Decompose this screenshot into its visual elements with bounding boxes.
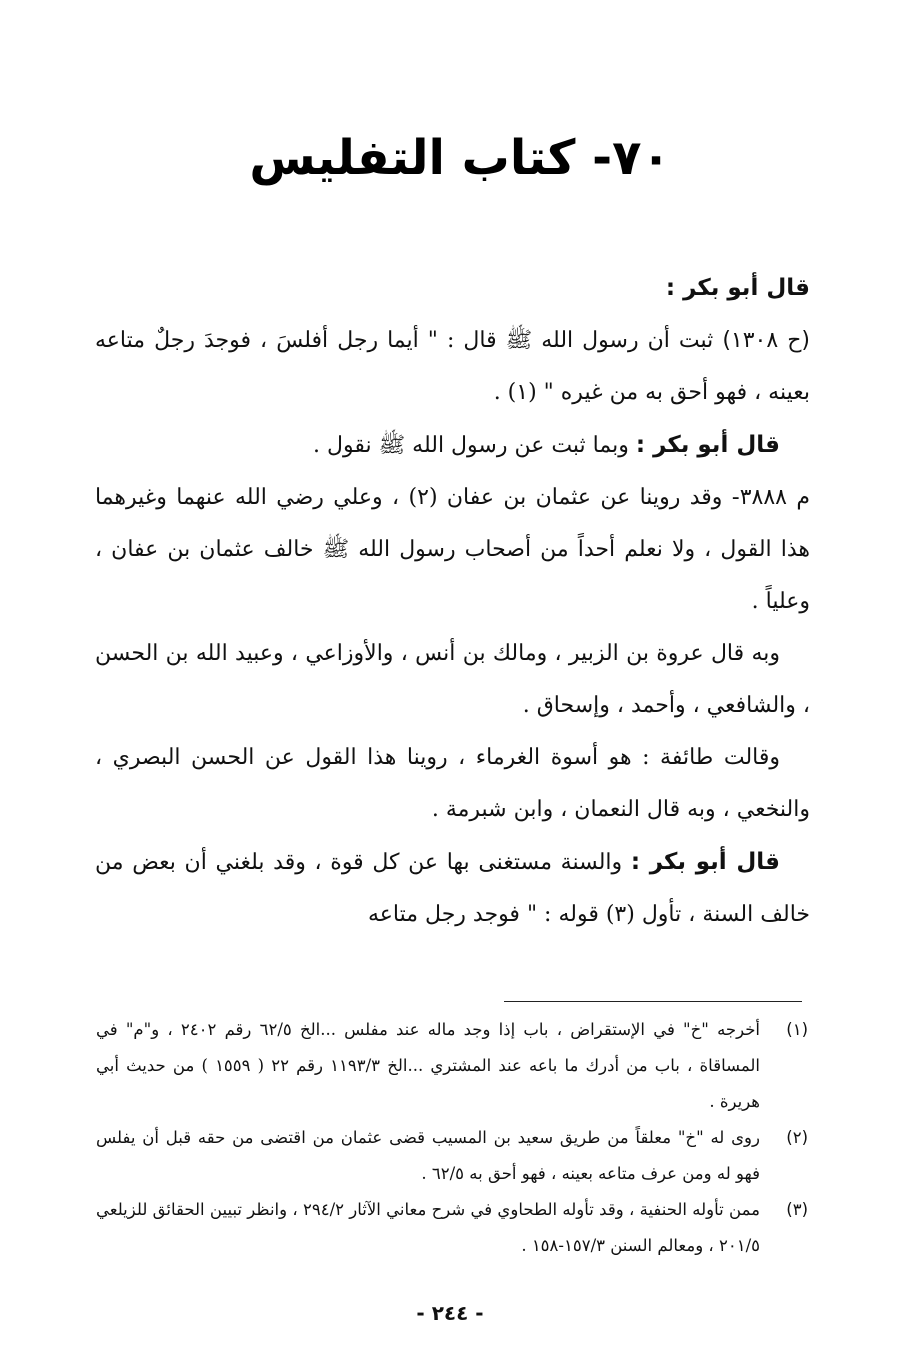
footnote-text: ممن تأوله الحنفية ، وقد تأوله الطحاوي في شرح معاني الآثار ٢٩٤/٢ ، وانظر تبيين الحقائق للزيلعي ٢٠١/٥ ، ومعالم السنن ١٥٧/٣-١٥٨ . (96, 1200, 760, 1255)
issue-paragraph (95, 472, 810, 628)
speaker-label: قال أبو بكر : (665, 275, 810, 301)
footnote-divider (504, 1001, 802, 1002)
paragraph-text: والسنة مستغنى بها عن كل قوة ، وقد بلغني أن بعض من خالف السنة ، تأول (٣) قوله : " فوجد رجل متاعه (95, 850, 810, 927)
footnote-number: (٣) (786, 1200, 808, 1219)
footnote-text: روى له "خ" معلقاً من طريق سعيد بن المسيب قضى عثمان من اقتضى من حقه قبل أن يفلس فهو له ومن عرف متاعه بعينه ، فهو أحق به ٦٢/٥ . (96, 1128, 760, 1183)
paragraph-scholars (95, 628, 810, 732)
footnote-number: (٢) (786, 1128, 808, 1147)
footnote-number: (١) (786, 1020, 808, 1039)
hadith-paragraph (95, 315, 810, 419)
footnote (96, 1012, 808, 1120)
main-text (95, 262, 810, 941)
footnotes (96, 1012, 808, 1264)
footnote-text: أخرجه "خ" في الإستقراض ، باب إذا وجد ماله عند مفلس ...الخ ٦٢/٥ رقم ٢٤٠٢ ، و"م" في المساقاة ، باب من أدرك ما باعه عند المشتري ...الخ ١١٩٣/٣ رقم ٢٢ ( ١٥٥٩ ) من حديث أبي هريرة . (96, 1020, 760, 1111)
paragraph-text: وقالت طائفة : هو أسوة الغرماء ، روينا هذا القول عن الحسن البصري ، والنخعي ، وبه قال النعمان ، وابن شبرمة . (95, 745, 810, 822)
hadith-text: ثبت أن رسول الله ﷺ قال : " أيما رجل أفلسَ ، فوجدَ رجلٌ متاعه بعينه ، فهو أحق به من غيره " (١) . (95, 328, 810, 405)
hadith-ref: (ح ١٣٠٨) (722, 328, 811, 353)
speaker-label: قال أبو بكر : (630, 849, 780, 875)
issue-ref: م ٣٨٨٨- (731, 485, 810, 510)
paragraph-speaker-2 (95, 419, 810, 472)
footnote (96, 1120, 808, 1192)
paragraph-text: وبه قال عروة بن الزبير ، ومالك بن أنس ، والأوزاعي ، وعبيد الله بن الحسن ، والشافعي ، وأحمد ، وإسحاق . (95, 641, 810, 718)
paragraph-speaker-1 (95, 262, 810, 315)
chapter-title: ٧٠- كتاب التفليس (249, 130, 671, 186)
paragraph-other-group (95, 732, 810, 836)
footnote (96, 1192, 808, 1264)
page-number: - ٢٤٤ - (416, 1301, 484, 1325)
paragraph-speaker-3 (95, 836, 810, 941)
issue-text: وقد روينا عن عثمان بن عفان (٢) ، وعلي رضي الله عنهما وغيرهما هذا القول ، ولا نعلم أحداً من أصحاب رسول الله ﷺ خالف عثمان بن عفان ، وعلياً . (95, 485, 810, 614)
speaker-label: قال أبو بكر : (635, 432, 780, 458)
paragraph-text: وبما ثبت عن رسول الله ﷺ نقول . (313, 433, 629, 458)
